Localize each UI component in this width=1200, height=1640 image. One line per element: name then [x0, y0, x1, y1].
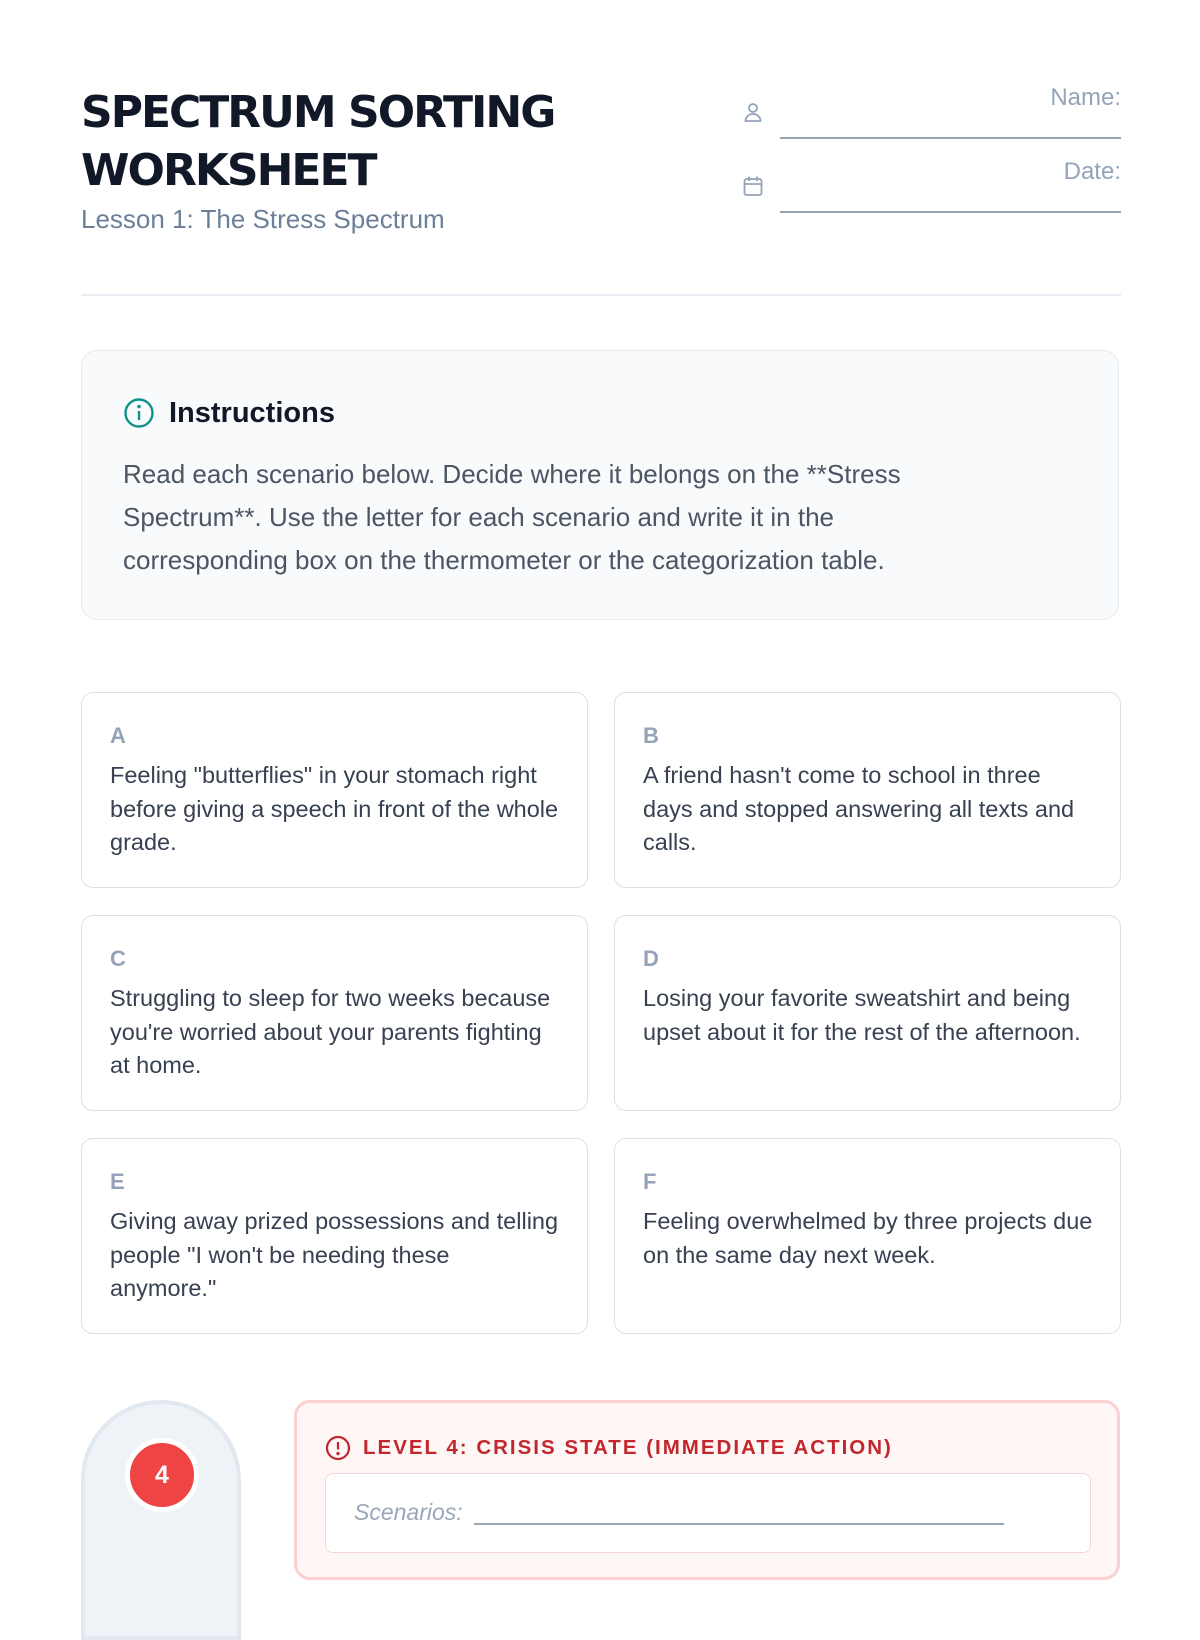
scenario-card-f	[614, 1138, 1121, 1334]
scenarios-label: Scenarios:	[354, 1499, 463, 1525]
scenario-letter: F	[643, 1169, 657, 1194]
calendar-icon	[741, 174, 765, 198]
lesson-subtitle: Lesson 1: The Stress Spectrum	[81, 204, 445, 234]
date-field[interactable]	[741, 158, 1121, 214]
scenario-text: Giving away prized possessions and telling people "I won't be needing these anymore."	[110, 1208, 559, 1301]
scenario-letter: A	[110, 723, 126, 748]
scenario-text: Feeling "butterflies" in your stomach right before giving a speech in front of the whole grade.	[110, 762, 559, 855]
name-field[interactable]	[741, 84, 1121, 140]
scenario-card-d	[614, 915, 1121, 1111]
level-4-box	[294, 1400, 1120, 1580]
info-icon	[123, 397, 155, 429]
date-label: Date:	[1063, 158, 1121, 185]
scenario-card-c	[81, 915, 588, 1111]
instructions-text: Read each scenario below. Decide where it belongs on the **Stress Spectrum**. Use the letter for each scenario and write it in the corresponding box on the thermometer or the categorization table.	[123, 459, 901, 575]
header-divider	[81, 294, 1121, 296]
alert-icon	[325, 1435, 351, 1461]
level-4-answer-slot[interactable]	[325, 1473, 1091, 1553]
stress-thermometer	[81, 1400, 241, 1640]
name-label: Name:	[1050, 84, 1121, 111]
scenario-text: Feeling overwhelmed by three projects due on the same day next week.	[643, 1208, 1093, 1268]
scenario-letter: B	[643, 723, 659, 748]
scenario-card-a	[81, 692, 588, 888]
instructions-heading: Instructions	[169, 396, 335, 429]
scenario-card-b	[614, 692, 1121, 888]
scenario-letter: C	[110, 946, 126, 971]
instructions-box	[81, 350, 1119, 620]
scenario-letter: D	[643, 946, 659, 971]
scenario-text: Struggling to sleep for two weeks because you're worried about your parents fighting at home.	[110, 985, 551, 1078]
level-4-heading-row	[325, 1435, 893, 1461]
scenario-text: A friend hasn't come to school in three days and stopped answering all texts and calls.	[643, 762, 1075, 855]
name-line[interactable]	[780, 137, 1121, 139]
scenario-letter: E	[110, 1169, 125, 1194]
worksheet-title: SPECTRUM SORTING WORKSHEET	[81, 87, 555, 196]
date-line[interactable]	[780, 211, 1121, 213]
level-4-marker: 4	[125, 1438, 199, 1512]
level-4-heading: LEVEL 4: CRISIS STATE (IMMEDIATE ACTION)	[363, 1436, 893, 1459]
instructions-heading-row	[123, 397, 335, 429]
scenario-card-e	[81, 1138, 588, 1334]
scenario-text: Losing your favorite sweatshirt and being upset about it for the rest of the afternoon.	[643, 985, 1081, 1045]
worksheet-header	[81, 84, 1121, 294]
user-icon	[741, 100, 765, 124]
scenarios-answer-line[interactable]	[474, 1523, 1004, 1525]
